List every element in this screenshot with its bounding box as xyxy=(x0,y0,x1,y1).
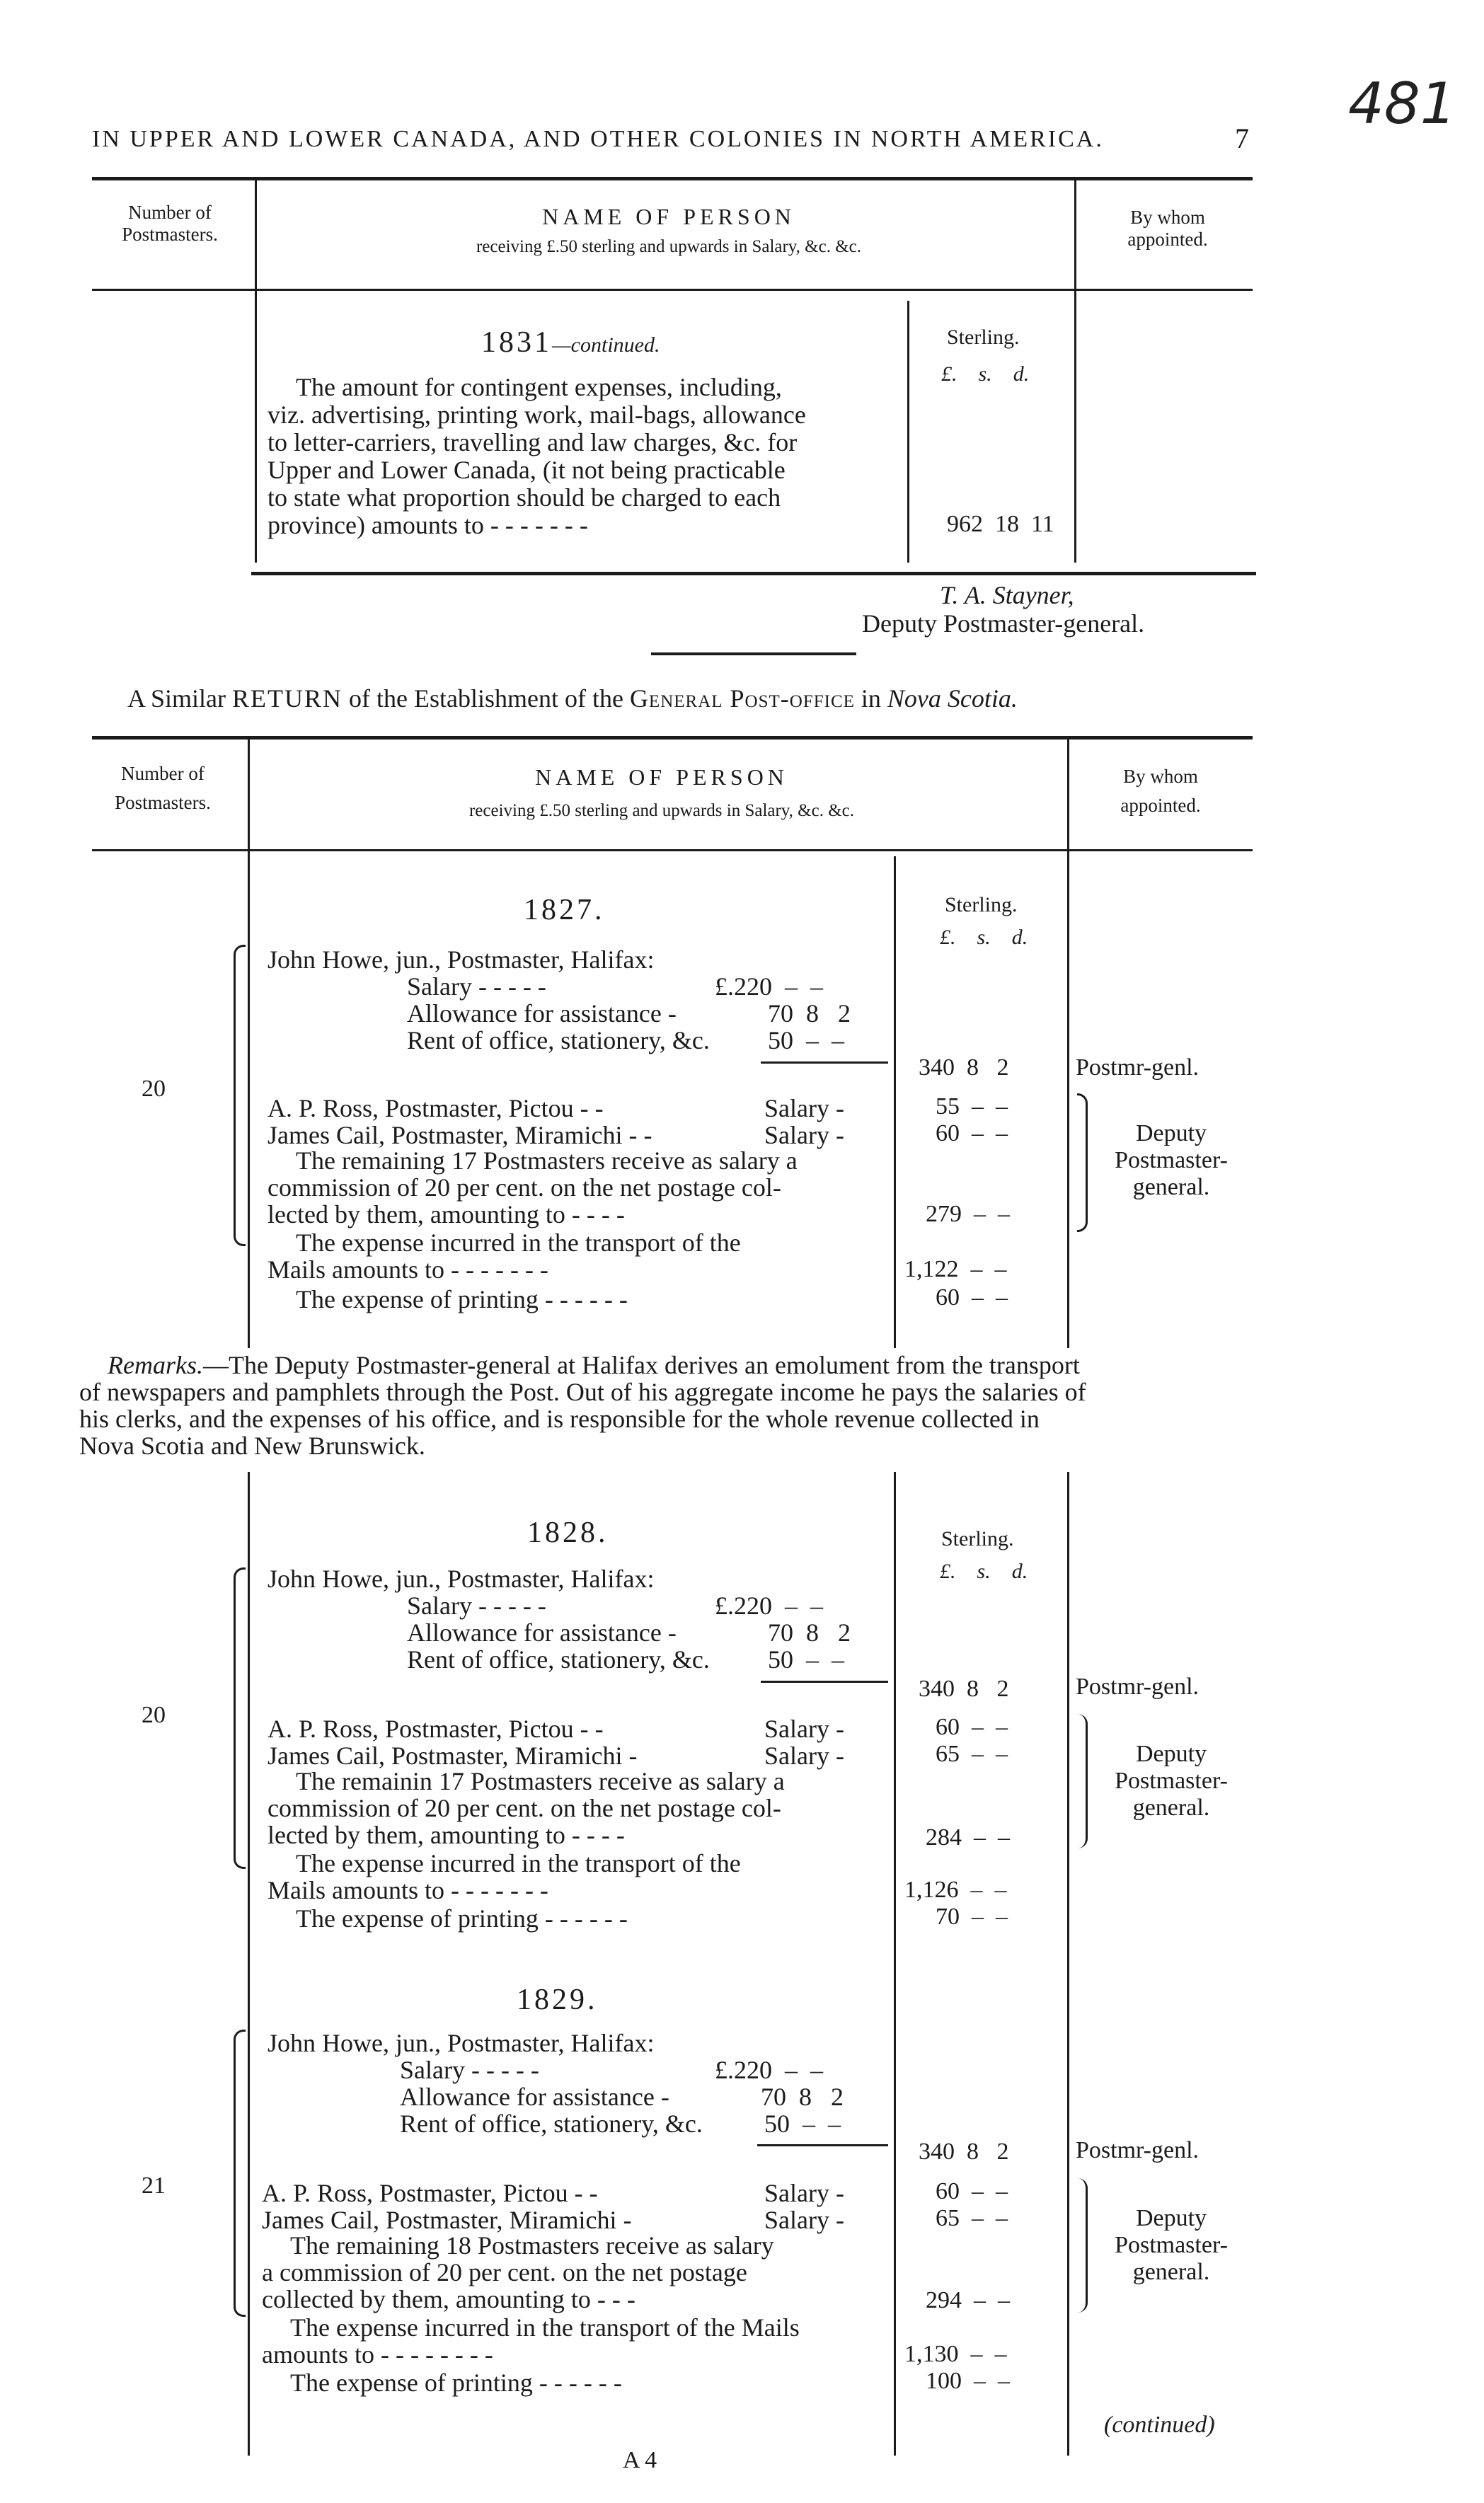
table2-vrule-3b xyxy=(1067,1472,1069,2456)
rent-amt-1827: 50 – – xyxy=(768,1026,844,1054)
cail-1827: James Cail, Postmaster, Miramichi - - xyxy=(268,1121,652,1149)
salary-amt-1828: £.220 – – xyxy=(715,1592,823,1620)
table2-vrule-3a xyxy=(1067,740,1069,1348)
ross-amt-1829: 60 – – xyxy=(936,2178,1008,2204)
postm-gen-1829: Postmr-genl. xyxy=(1076,2137,1200,2163)
allow-amt-1827: 70 8 2 xyxy=(768,999,851,1028)
header2-number-col: Number of Postmasters. xyxy=(115,763,211,813)
subtotal-1828: 340 8 2 xyxy=(919,1676,1009,1702)
header2-name-sub: receiving £.50 sterling and upwards in Salary, &c. &c. xyxy=(468,801,855,820)
sterling-label-1827: Sterling. xyxy=(945,893,1018,916)
year-1828: 1828. xyxy=(527,1517,609,1549)
continued-note: (continued) xyxy=(1104,2412,1215,2438)
allow-1829: Allowance for assistance - xyxy=(400,2083,669,2111)
cail-amt-1827: 60 – – xyxy=(936,1120,1008,1146)
salary-amt-1829: £.220 – – xyxy=(715,2056,823,2084)
rent-1827: Rent of office, stationery, &c. xyxy=(407,1026,710,1054)
cail-sal-1828: Salary - xyxy=(764,1742,844,1770)
ross-1828: A. P. Ross, Postmaster, Pictou - - xyxy=(268,1715,604,1743)
table1-top-rule xyxy=(92,177,1253,180)
deputy-1829: Deputy Postmaster- general. xyxy=(1115,2205,1228,2285)
remaining-1828: The remainin 17 Postmasters receive as salary a commission of 20 per cent. on the net postage col- lected by them, amounting to - - - - xyxy=(268,1767,785,1849)
salary-1828: Salary - - - - - xyxy=(407,1592,546,1620)
cail-1829: James Cail, Postmaster, Miramichi - xyxy=(262,2206,632,2234)
amount-1831: 962 18 11 xyxy=(947,511,1054,537)
lsd-1831: £. s. d. xyxy=(941,362,1030,386)
page-number: 7 xyxy=(1235,122,1251,154)
transport-1829: The expense incurred in the transport of the Mails amounts to - - - - - - - - xyxy=(262,2313,800,2369)
salary-1829: Salary - - - - - xyxy=(400,2056,539,2084)
howe-1829: John Howe, jun., Postmaster, Halifax: xyxy=(268,2029,655,2057)
table2-header-rule xyxy=(92,849,1253,851)
remaining-amt-1827: 279 – – xyxy=(926,1201,1010,1227)
rent-amt-1828: 50 – – xyxy=(768,1645,844,1674)
sterling-label-1828: Sterling. xyxy=(941,1527,1014,1550)
printing-amt-1827: 60 – – xyxy=(936,1284,1008,1311)
signature-title: Deputy Postmaster-general. xyxy=(862,609,1145,638)
brace-left-1827 xyxy=(234,945,246,1246)
ross-sal-1828: Salary - xyxy=(764,1715,844,1743)
allow-1827: Allowance for assistance - xyxy=(407,999,677,1028)
deputy-1827: Deputy Postmaster- general. xyxy=(1115,1120,1228,1200)
ross-1829: A. P. Ross, Postmaster, Pictou - - xyxy=(262,2179,598,2207)
transport-1828: The expense incurred in the transport of the Mails amounts to - - - - - - - xyxy=(268,1849,741,1904)
lsd-1828: £. s. d. xyxy=(940,1560,1028,1583)
table1-vrule-3 xyxy=(1074,180,1076,563)
subtotal-1829: 340 8 2 xyxy=(919,2139,1009,2165)
remaining-1827: The remaining 17 Postmasters receive as salary a commission of 20 per cent. on the net postage col- lected by them, amounting to - - - - xyxy=(268,1146,798,1229)
table2-vrule-2a xyxy=(894,856,896,1348)
printing-amt-1828: 70 – – xyxy=(936,1904,1008,1930)
lsd-1827: £. s. d. xyxy=(940,926,1028,949)
table1-vrule-2 xyxy=(907,301,909,563)
separator-rule xyxy=(651,652,856,655)
printing-1829: The expense of printing - - - - - - xyxy=(290,2369,622,2397)
transport-1827: The expense incurred in the transport of the Mails amounts to - - - - - - - xyxy=(268,1229,741,1284)
allow-amt-1829: 70 8 2 xyxy=(761,2083,844,2111)
postmaster-count-1829: 21 xyxy=(142,2173,166,2199)
salary-amt-1827: £.220 – – xyxy=(715,972,823,1001)
ross-amt-1827: 55 – – xyxy=(936,1093,1008,1120)
sterling-label-1831: Sterling. xyxy=(947,326,1020,349)
cail-1828: James Cail, Postmaster, Miramichi - xyxy=(268,1742,638,1770)
table2-top-rule xyxy=(92,736,1253,740)
rent-1829: Rent of office, stationery, &c. xyxy=(400,2110,703,2138)
signature-mark: A 4 xyxy=(623,2447,657,2473)
section-1831-text: The amount for contingent expenses, including, viz. advertising, printing work, mail-bags, allowance to letter-carriers, travelling and law charges, &c. for Upper and Lower Canada, (it not being practicable to state what proportion should be charged to each province) amounts to - - - - - - - xyxy=(268,373,806,539)
cail-sal-1827: Salary - xyxy=(764,1121,844,1149)
signature-name: T. A. Stayner, xyxy=(940,581,1074,609)
printing-1827: The expense of printing - - - - - - xyxy=(296,1285,628,1313)
section-1831-year: 1831—continued. xyxy=(481,326,660,359)
rent-1828: Rent of office, stationery, &c. xyxy=(407,1645,710,1674)
subtotal-rule-1829 xyxy=(757,2144,888,2146)
ross-1827: A. P. Ross, Postmaster, Pictou - - xyxy=(268,1094,604,1122)
salary-1827: Salary - - - - - xyxy=(407,972,546,1001)
table2-vrule-2b xyxy=(894,1472,896,2456)
subtotal-rule-1828 xyxy=(761,1681,888,1683)
postm-gen-1828: Postmr-genl. xyxy=(1076,1674,1200,1700)
remaining-amt-1829: 294 – – xyxy=(926,2287,1010,2313)
howe-1827: John Howe, jun., Postmaster, Halifax: xyxy=(268,945,655,974)
table2-vrule-1b xyxy=(248,1472,250,2456)
postmaster-count-1827: 20 xyxy=(142,1076,166,1102)
allow-1828: Allowance for assistance - xyxy=(407,1618,677,1647)
header-number-col: Number of Postmasters. xyxy=(122,202,218,245)
remarks: Remarks.—The Deputy Postmaster-general at Halifax derives an emolument from the transport of newspapers and pamphlets through the Post. Out of his aggregate income he pays the salaries of his clerks, and the expenses of his office, and is responsible for the whole revenue collected in Nova Scotia and New Brunswick. xyxy=(79,1351,1086,1460)
header-appointed-col: By whom appointed. xyxy=(1127,207,1208,250)
header-name-sub: receiving £.50 sterling and upwards in Salary, &c. &c. xyxy=(476,237,862,256)
table1-header-rule xyxy=(92,289,1253,291)
allow-amt-1828: 70 8 2 xyxy=(768,1618,851,1647)
table1-vrule-1 xyxy=(255,180,257,563)
brace-left-1829 xyxy=(234,2030,246,2317)
subtotal-1827: 340 8 2 xyxy=(919,1054,1009,1081)
cail-amt-1829: 65 – – xyxy=(936,2205,1008,2231)
postmaster-count-1828: 20 xyxy=(142,1702,166,1728)
remaining-amt-1828: 284 – – xyxy=(926,1824,1010,1851)
brace-left-1828 xyxy=(234,1567,246,1869)
postm-gen-1827: Postmr-genl. xyxy=(1076,1054,1200,1081)
transport-amt-1829: 1,130 – – xyxy=(904,2341,1007,2367)
table2-vrule-1a xyxy=(248,740,250,1348)
ross-sal-1827: Salary - xyxy=(764,1094,844,1122)
transport-amt-1828: 1,126 – – xyxy=(904,1877,1007,1903)
deputy-1828: Deputy Postmaster- general. xyxy=(1115,1741,1228,1821)
rent-amt-1829: 50 – – xyxy=(764,2110,841,2138)
header-name-col: NAME OF PERSON xyxy=(542,204,795,229)
ross-sal-1829: Salary - xyxy=(764,2179,844,2207)
howe-1828: John Howe, jun., Postmaster, Halifax: xyxy=(268,1565,655,1593)
table1-bottom-rule xyxy=(251,572,1256,575)
running-head: IN UPPER AND LOWER CANADA, AND OTHER COLONIES IN NORTH AMERICA. xyxy=(92,126,1104,152)
nova-scotia-title: A Similar RETURN of the Establishment of the General Post-office in Nova Scotia. xyxy=(127,684,1018,713)
printing-1828: The expense of printing - - - - - - xyxy=(296,1904,628,1933)
year-1827: 1827. xyxy=(524,894,605,926)
cail-amt-1828: 65 – – xyxy=(936,1741,1008,1767)
year-1829: 1829. xyxy=(517,1984,598,2016)
subtotal-rule-1827 xyxy=(761,1061,888,1064)
cail-sal-1829: Salary - xyxy=(764,2206,844,2234)
header2-name-col: NAME OF PERSON xyxy=(535,764,788,790)
ross-amt-1828: 60 – – xyxy=(936,1714,1008,1740)
transport-amt-1827: 1,122 – – xyxy=(904,1256,1007,1282)
handwritten-page-number: 481 xyxy=(1348,71,1456,137)
header2-appointed-col: By whom appointed. xyxy=(1120,766,1201,816)
printing-amt-1829: 100 – – xyxy=(926,2368,1010,2394)
remaining-1829: The remaining 18 Postmasters receive as salary a commission of 20 per cent. on the net postage collected by them, amounting to - - - xyxy=(262,2231,774,2313)
